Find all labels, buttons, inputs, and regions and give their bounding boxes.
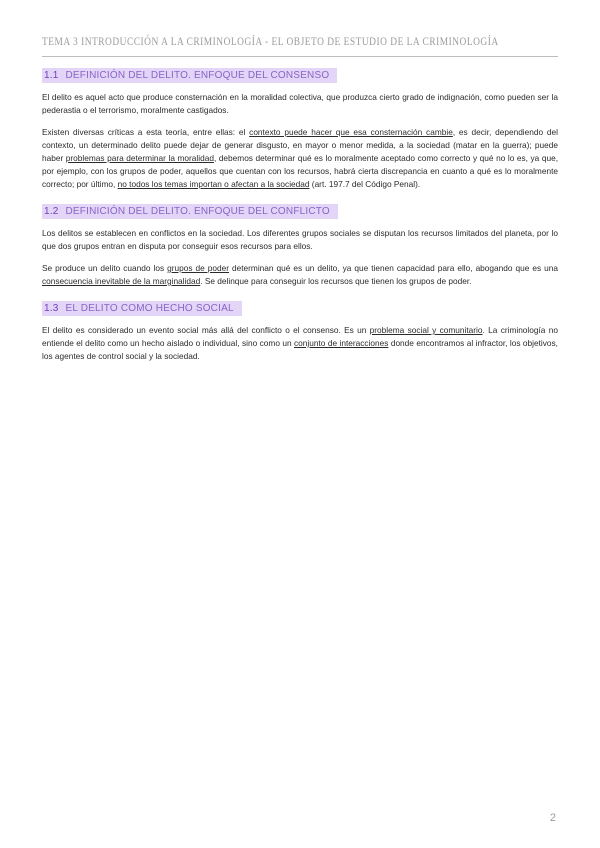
paragraph-text: Existen diversas críticas a esta teoría, entre ellas: el [42,127,250,137]
paragraph-text: Se produce un delito cuando los [42,263,168,273]
section-title: DEFINICIÓN DEL DELITO. ENFOQUE DEL CONSENSO [65,70,330,81]
paragraph [42,262,558,288]
paragraph [42,91,558,117]
section-heading-1-2 [42,204,338,219]
paragraph [42,227,558,253]
underlined-phrase: conjunto de interacciones [294,338,389,348]
paragraph-text: donde encontramos al infractor, los objetivos, los agentes de control social y la sociedad. [42,338,558,361]
paragraph-text: , debemos determinar qué es lo moralmente aceptado como correcto y qué no lo es, ya que, por ejemplo, con los grupos de poder, aquellos que cuentan con los recursos, habrá cierta discrepancia en cuanto a qué es lo moralmente correcto; por último, [42,153,558,189]
paragraph-text: El delito es considerado un evento social más allá del conflicto o el consenso. Es un [42,325,370,335]
running-header: TEMA 3 INTRODUCCIÓN A LA CRIMINOLOGÍA - EL OBJETO DE ESTUDIO DE LA CRIMINOLOGÍA [42,36,499,48]
underlined-phrase: problemas para determinar la moralidad [65,153,214,163]
page-number: 2 [549,812,556,824]
header-divider [42,56,558,57]
section-number: 1.2 [44,206,59,217]
section-title: EL DELITO COMO HECHO SOCIAL [65,303,234,314]
section-number: 1.3 [44,303,59,314]
paragraph-text: . Se delinque para conseguir los recursos que tienen los grupos de poder. [200,276,472,286]
section-heading-1-1 [42,68,337,83]
paragraph-text: determinan qué es un delito, ya que tienen capacidad para ello, abogando que es una [229,263,558,273]
section-title: DEFINICIÓN DEL DELITO. ENFOQUE DEL CONFLICTO [65,206,330,217]
paragraph-text: El delito es aquel acto que produce consternación en la moralidad colectiva, que produzca cierto grado de indignación, como pueden ser la pederastia o el terrorismo, moralmente castigados. [42,92,558,115]
underlined-phrase: grupos de poder [167,263,229,273]
underlined-phrase: contexto puede hacer que esa consternación cambie [249,127,453,137]
underlined-phrase: problema social y comunitario [369,325,483,335]
paragraph-text: (art. 197.7 del Código Penal). [309,179,421,189]
paragraph [42,126,558,191]
paragraph [42,324,558,363]
section-heading-1-3 [42,301,242,316]
underlined-phrase: consecuencia inevitable de la marginalidad [42,276,201,286]
paragraph-text: . La criminología no entiende el delito como un hecho aislado o individual, sino como un [42,325,558,348]
section-number: 1.1 [44,70,59,81]
underlined-phrase: no todos los temas importan o afectan a la sociedad [117,179,310,189]
paragraph-text: Los delitos se establecen en conflictos en la sociedad. Los diferentes grupos sociales se disputan los recursos limitados del planeta, por lo que dos grupos entran en disputa por conseguir esos recursos para ellos. [42,228,558,251]
paragraph-text: , es decir, dependiendo del contexto, un determinado delito puede dejar de generar disgusto, en mayor o menor medida, a la sociedad (matar en la guerra); puede haber [42,127,558,163]
document-body [42,64,558,372]
